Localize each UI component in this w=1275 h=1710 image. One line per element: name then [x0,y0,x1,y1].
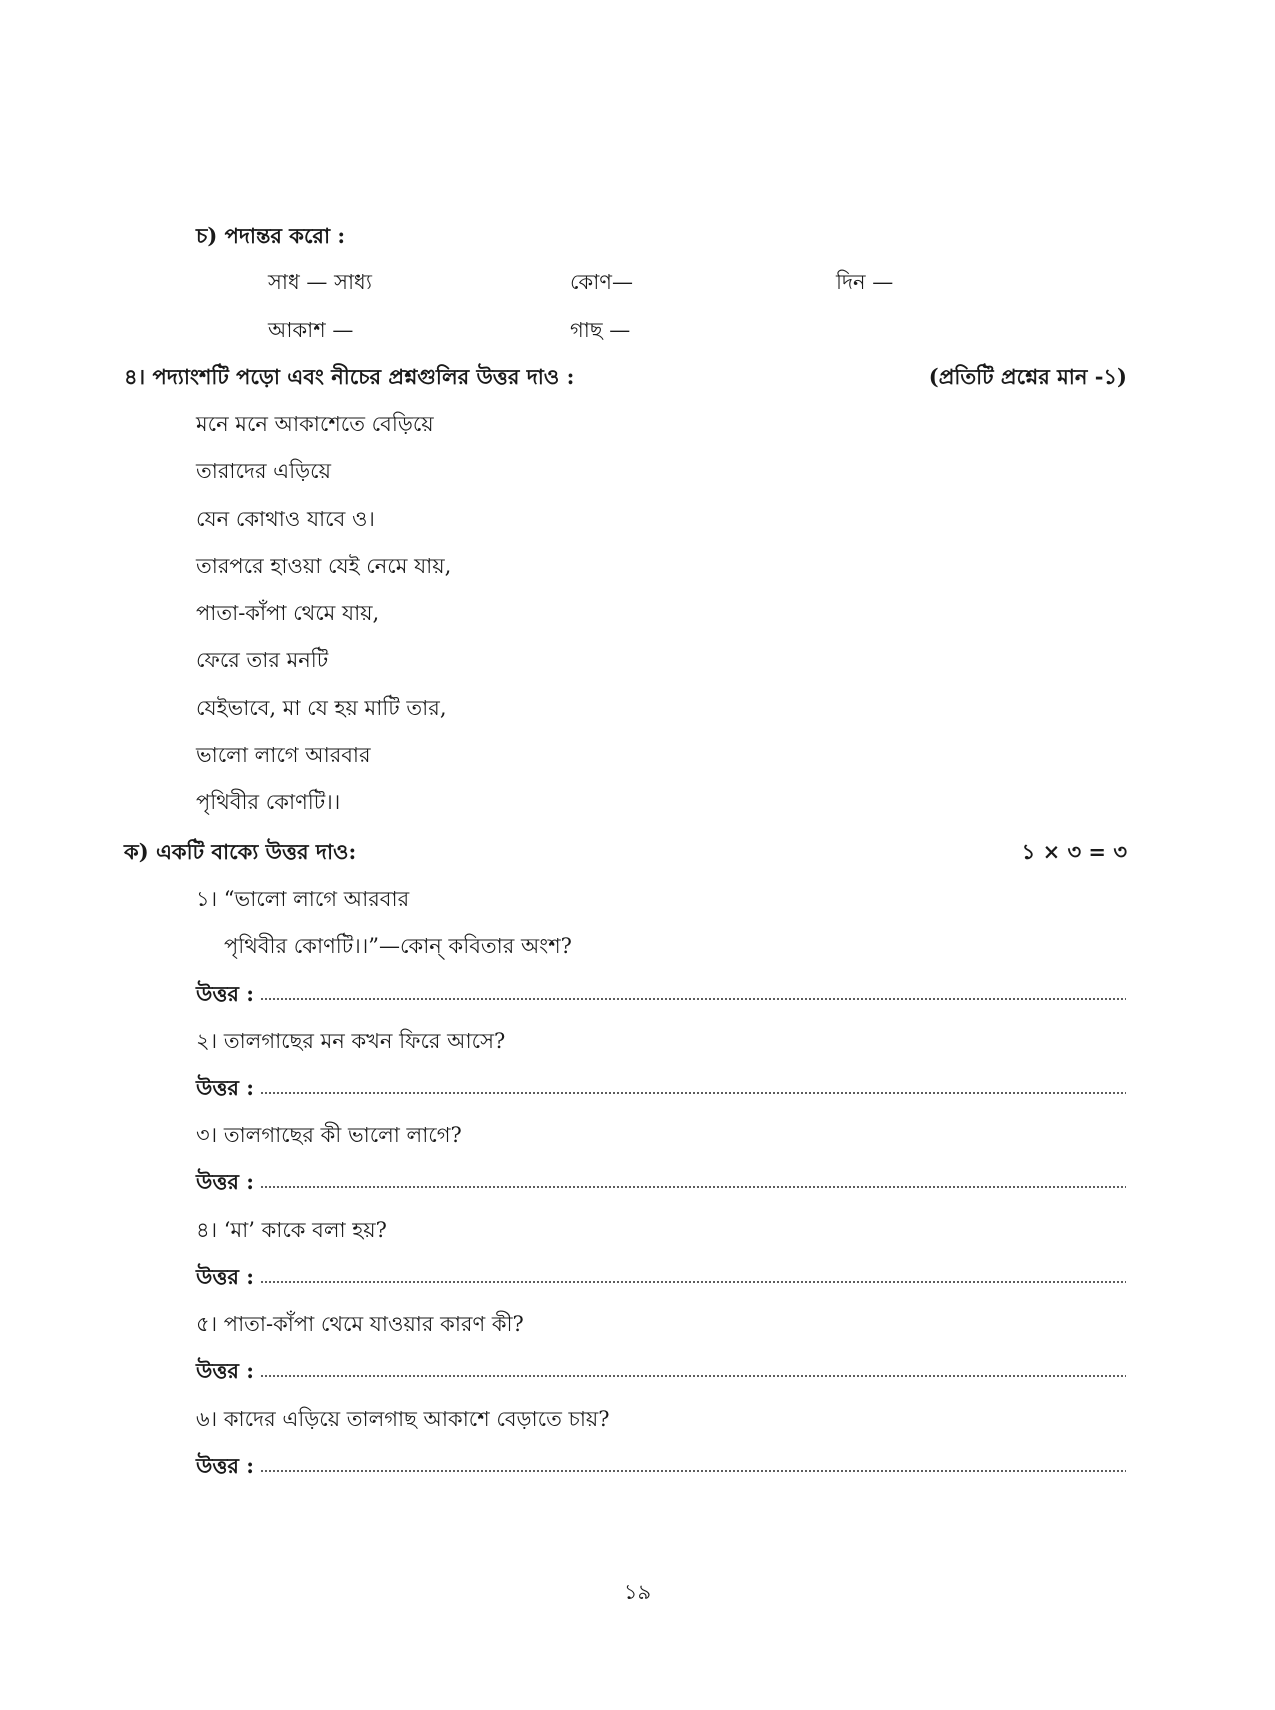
answer-line[interactable] [196,1074,1126,1102]
poem-line: মনে মনে আকাশেতে বেড়িয়ে [196,412,434,436]
answer-dotted-line[interactable] [260,996,1126,1002]
answer-label: উত্তর : [196,1264,254,1290]
question-item [196,1027,1126,1102]
question-item [196,1310,1126,1385]
question-item [196,1121,1126,1196]
poem-line: যেন কোথাও যাবে ও। [196,506,375,531]
answer-label: উত্তর : [196,1075,254,1101]
answer-dotted-line[interactable] [260,1468,1126,1474]
poem-line: ভালো লাগে আরবার [196,743,371,768]
poem-line: তারপরে হাওয়া যেই নেমে যায়, [196,553,452,578]
answer-dotted-line[interactable] [260,1090,1126,1096]
poem-line: তারাদের এড়িয়ে [196,459,331,484]
poem-line: যেইভাবে, মা যে হয় মাটি তার, [196,695,447,720]
page-number: ১৯ [623,1580,652,1604]
answer-line[interactable] [196,1168,1126,1196]
poem-line: পাতা-কাঁপা থেমে যায়, [196,601,380,626]
answer-label: উত্তর : [196,1358,254,1384]
answer-line[interactable] [196,980,1126,1008]
word-pair-row [0,316,1275,344]
section-ka-marks: ১ × ৩ = ৩ [1021,839,1127,864]
question-text-continued: পৃথিবীর কোণটি।।”—কোন্ কবিতার অংশ? [224,934,572,959]
question-item [196,1405,1126,1480]
answer-label: উত্তর : [196,1169,254,1195]
poem-excerpt [196,410,451,836]
answer-line[interactable] [196,1357,1126,1385]
answer-label: উত্তর : [196,1453,254,1479]
question-text: ৬। কাদের এড়িয়ে তালগাছ আকাশে বেড়াতে চায়? [196,1407,610,1431]
question-4-marks: (প্রতিটি প্রশ্নের মান -১) [928,364,1127,389]
word-pair: গাছ — [570,318,631,342]
answer-label: উত্তর : [196,980,254,1006]
answer-dotted-line[interactable] [260,1184,1126,1190]
answer-line[interactable] [196,1452,1126,1480]
answer-dotted-line[interactable] [260,1279,1126,1285]
answer-dotted-line[interactable] [260,1373,1126,1379]
question-text: ২। তালগাছের মন কখন ফিরে আসে? [196,1029,506,1053]
question-4-heading: ৪। পদ্যাংশটি পড়ো এবং নীচের প্রশ্নগুলির উত্তর দাও : [124,364,575,389]
section-ka-heading: ক) একটি বাক্যে উত্তর দাও: [124,839,357,864]
question-text: ৫। পাতা-কাঁপা থেমে যাওয়ার কারণ কী? [196,1312,524,1336]
answer-line[interactable] [196,1263,1126,1291]
word-pair: দিন — [836,270,894,294]
word-pair-row [0,268,1275,296]
poem-line: পৃথিবীর কোণটি।। [196,790,341,815]
section-cha-heading: চ) পদান্তর করো : [196,223,346,248]
poem-line: ফেরে তার মনটি [196,648,329,673]
word-pair: আকাশ — [268,318,354,342]
question-text: ৪। ‘মা’ কাকে বলা হয়? [196,1218,387,1242]
question-item [196,1216,1126,1291]
question-text: ৩। তালগাছের কী ভালো লাগে? [196,1123,462,1147]
question-text: ১। “ভালো লাগে আরবার [196,887,410,911]
question-item [196,885,1126,1008]
word-pair: সাধ — সাধ্য [268,270,372,294]
word-pair: কোণ— [570,270,634,294]
